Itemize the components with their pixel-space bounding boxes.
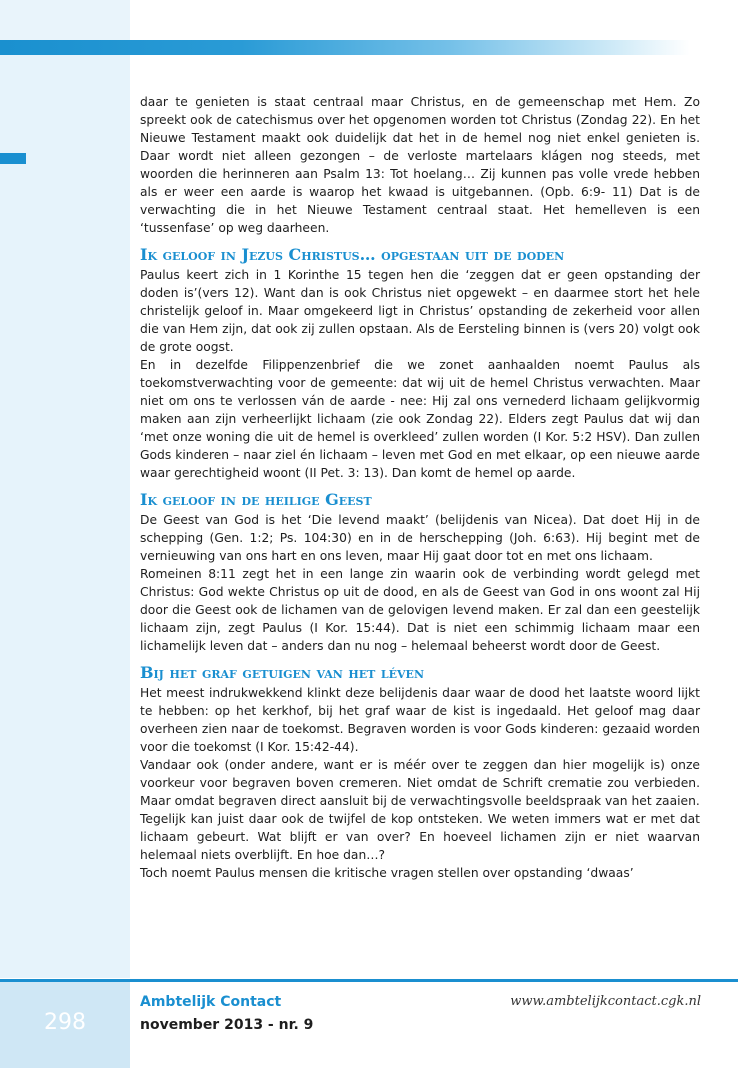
paragraph: Het meest indrukwekkend klinkt deze belijdenis daar waar de dood het laatste woord lijkt te hebben: op het kerkhof, bij het graf waar de kist is ingedaald. Het geloof mag daar overheen zien naar de toekomst. Begraven worden is voor Gods kinderen: gezaaid worden voor die toekomst (I Kor. 15:42-44). [140,686,700,754]
left-strip-shade [0,40,130,978]
page-number: 298 [44,1010,86,1035]
section-heading: Ik geloof in de heilige Geest [140,490,372,509]
magazine-issue: november 2013 - nr. 9 [140,1017,314,1033]
paragraph: De Geest van God is het ‘Die levend maakt’ (belijdenis van Nicea). Dat doet Hij in de schepping (Gen. 1:2; Ps. 104:30) en in de herschepping (Joh. 6:63). Hij begint met de vernieuwing van ons hart en ons leven, maar Hij gaat door tot en met ons lichaam. [140,513,700,563]
side-marker [0,153,26,164]
section-heading: Bij het graf getuigen van het léven [140,663,424,682]
paragraph: Tegelijk kan juist daar ook de twijfel de kop ontsteken. We weten immers wat er met dat lichaam gebeurt. Wat blijft er van over? En hoeveel lichamen zijn er niet waarvan helemaal niets overblijft. En hoe dan…? [140,812,700,862]
paragraph: Paulus keert zich in 1 Korinthe 15 tegen hen die ‘zeggen dat er geen opstanding der doden is’(vers 12). Want dan is ook Christus niet opgewekt – en daarmee stort het hele christelijk geloof in. Maar omgekeerd ligt in Christus’ opstanding de zekerheid voor allen die van Hem zijn, dat ook zij zullen opstaan. Als de Eersteling binnen is (vers 20) volgt ook de grote oogst. [140,268,700,354]
article-body [140,93,700,882]
section-heading: Ik geloof in Jezus Christus… opgestaan uit de doden [140,245,565,264]
magazine-title: Ambtelijk Contact [140,994,282,1010]
paragraph: Toch noemt Paulus mensen die kritische vragen stellen over opstanding ‘dwaas’ [140,866,634,880]
left-strip-top [0,0,130,40]
website-link[interactable]: www.ambtelijkcontact.cgk.nl [510,994,701,1009]
paragraph: En in dezelfde Filippenzenbrief die we zonet aanhaalden noemt Paulus als toekomstverwachting voor de gemeente: dat wij uit de hemel Christus verwachten. Maar niet om ons te verlossen ván de aarde - nee: Hij zal ons vernederd lichaam gelijkvormig maken aan zijn verheerlijkt lichaam (zie ook Zondag 22). Elders zegt Paulus dat wij dan ‘met onze woning die uit de hemel is overkleed’ zullen worden (I Kor. 5:2 HSV). Dan zullen Gods kinderen – naar ziel én lichaam – leven met God en met elkaar, op een nieuwe aarde waar gerechtigheid woont (II Pet. 3: 13). Dan komt de hemel op aarde. [140,358,700,480]
paragraph: Romeinen 8:11 zegt het in een lange zin waarin ook de verbinding wordt gelegd met Christus: God wekte Christus op uit de dood, en als de Geest van God in ons woont zal Hij door die Geest ook de lichamen van de gelovigen levend maken. Er zal dan een geestelijk lichaam zijn, zegt Paulus (I Kor. 15:44). Dat is niet een schimmig lichaam maar een lichamelijk leven dat – anders dan nu nog – helemaal beheerst wordt door de Geest. [140,567,700,653]
paragraph: Vandaar ook (onder andere, want er is méér over te zeggen dan hier mogelijk is) onze voorkeur voor begraven boven cremeren. Niet omdat de Schrift crematie zou verbieden. Maar omdat begraven direct aansluit bij de verwachtingsvolle beeldspraak van het zaaien. [140,758,700,808]
header-gradient-bar [0,40,690,55]
paragraph: daar te genieten is staat centraal maar Christus, en de gemeenschap met Hem. Zo spreekt ook de catechismus over het opgenomen worden tot Christus (Zondag 22). En het Nieuwe Testament maakt ook duidelijk dat het in de hemel nog niet enkel genieten is. Daar wordt niet alleen gezongen – de verloste martelaars klágen nog steeds, met woorden die herinneren aan Psalm 13: Tot hoelang… Zij kunnen pas volle vrede hebben als er weer een aarde is waarop het kwaad is uitgebannen. (Opb. 6:9- 11) Dat is de verwachting die in het Nieuwe Testament centraal staat. Het hemelleven is een ‘tussenfase’ op weg daarheen. [140,95,700,235]
